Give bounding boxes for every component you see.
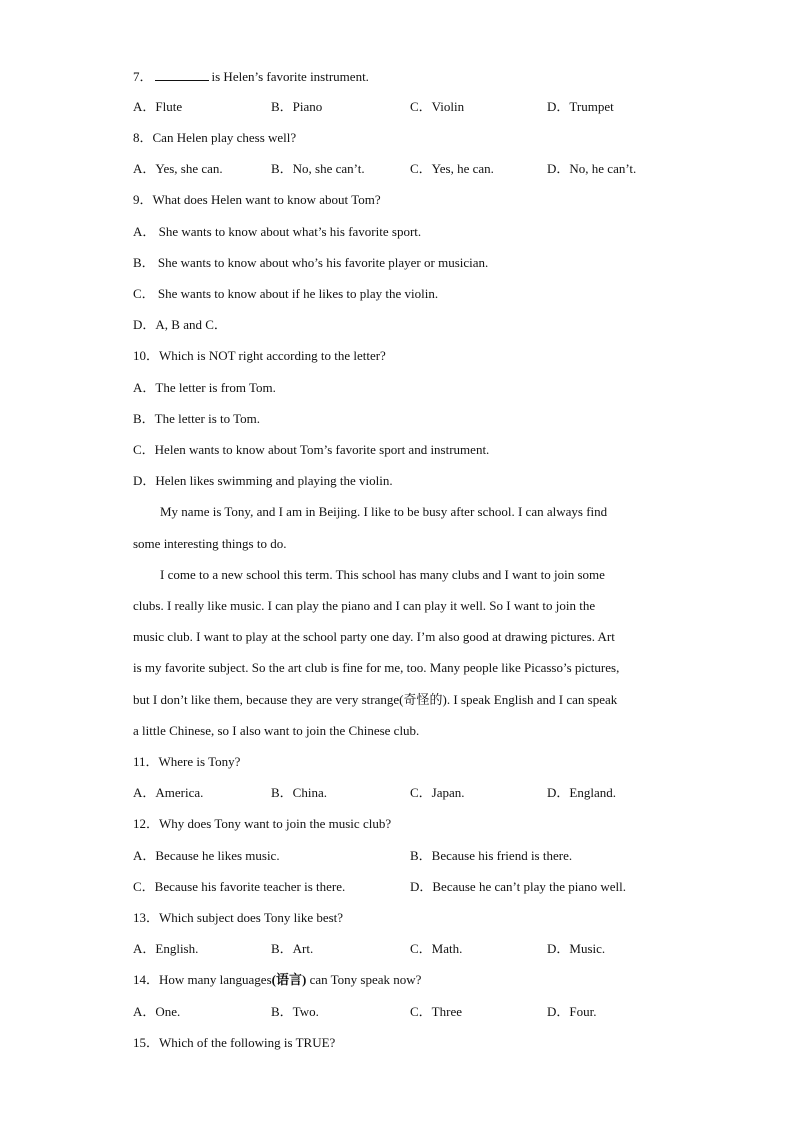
- q8-option-b: B．No, she can’t.: [271, 161, 365, 176]
- q7-option-d: D．Trumpet: [547, 99, 614, 114]
- chinese-gloss: (语言): [271, 972, 307, 987]
- q7-option-c: C．Violin: [410, 99, 465, 114]
- q8-option-a: A．Yes, she can.: [133, 161, 223, 176]
- q13-option-a: A．English.: [133, 941, 199, 956]
- q9-option-a: A． She wants to know about what’s his favorite sport.: [133, 224, 422, 239]
- q7-option-b: B．Piano: [271, 99, 323, 114]
- passage-line: [133, 692, 617, 708]
- q11-option-c: C．Japan.: [410, 785, 465, 800]
- question-7-text: is Helen’s favorite instrument.: [211, 69, 369, 84]
- q10-option-a: A．The letter is from Tom.: [133, 380, 276, 395]
- q11-option-b: B．China.: [271, 785, 327, 800]
- question-9: 9．What does Helen want to know about Tom?: [133, 192, 381, 207]
- q14-option-b: B．Two.: [271, 1004, 319, 1019]
- q11-option-d: D．England.: [547, 785, 616, 800]
- q10-option-c: C．Helen wants to know about Tom’s favorite sport and instrument.: [133, 442, 490, 457]
- q13-option-c: C．Math.: [410, 941, 463, 956]
- q9-option-c: C． She wants to know about if he likes to play the violin.: [133, 286, 439, 301]
- q13-option-d: D．Music.: [547, 941, 606, 956]
- q10-option-d: D．Helen likes swimming and playing the violin.: [133, 473, 393, 488]
- question-12: 12．Why does Tony want to join the music club?: [133, 816, 392, 831]
- question-11: 11．Where is Tony?: [133, 754, 241, 769]
- question-8: 8．Can Helen play chess well?: [133, 130, 297, 145]
- q8-option-d: D．No, he can’t.: [547, 161, 637, 176]
- q7-option-a: A．Flute: [133, 99, 183, 114]
- q11-option-a: A．America.: [133, 785, 204, 800]
- q13-option-b: B．Art.: [271, 941, 314, 956]
- question-15: 15．Which of the following is TRUE?: [133, 1035, 336, 1050]
- question-14-text: 14．How many languages: [133, 972, 272, 987]
- passage-line: some interesting things to do.: [133, 536, 287, 551]
- passage-line: a little Chinese, so I also want to join the Chinese club.: [133, 723, 420, 738]
- answer-blank: [155, 68, 209, 81]
- q9-option-d: D．A, B and C．: [133, 317, 227, 332]
- passage-line: My name is Tony, and I am in Beijing. I like to be busy after school. I can always find: [160, 504, 608, 519]
- q12-option-b: B．Because his friend is there.: [410, 848, 573, 863]
- passage-line: music club. I want to play at the school party one day. I’m also good at drawing pictures. Art: [133, 629, 615, 644]
- passage-line: clubs. I really like music. I can play the piano and I can play it well. So I want to join the: [133, 598, 596, 613]
- question-13: 13．Which subject does Tony like best?: [133, 910, 344, 925]
- passage-text: ). I speak English and I can speak: [442, 692, 618, 707]
- q10-option-b: B．The letter is to Tom.: [133, 411, 261, 426]
- q8-option-c: C．Yes, he can.: [410, 161, 494, 176]
- question-7-number: 7．: [133, 69, 153, 84]
- q14-option-d: D．Four.: [547, 1004, 597, 1019]
- q14-option-c: C．Three: [410, 1004, 462, 1019]
- q9-option-b: B． She wants to know about who’s his favorite player or musician.: [133, 255, 489, 270]
- q12-option-c: C．Because his favorite teacher is there.: [133, 879, 346, 894]
- chinese-gloss: 奇怪的: [403, 692, 443, 707]
- q14-option-a: A．One.: [133, 1004, 181, 1019]
- question-14-text: can Tony speak now?: [306, 972, 422, 987]
- question-10: 10．Which is NOT right according to the letter?: [133, 348, 386, 363]
- q12-option-a: A．Because he likes music.: [133, 848, 280, 863]
- passage-text: but I don’t like them, because they are very strange(: [133, 692, 404, 707]
- passage-line: I come to a new school this term. This school has many clubs and I want to join some: [160, 567, 605, 582]
- passage-line: is my favorite subject. So the art club is fine for me, too. Many people like Picasso’s pictures,: [133, 660, 620, 675]
- q12-option-d: D．Because he can’t play the piano well.: [410, 879, 626, 894]
- question-7: [133, 68, 369, 84]
- question-14: [133, 972, 421, 988]
